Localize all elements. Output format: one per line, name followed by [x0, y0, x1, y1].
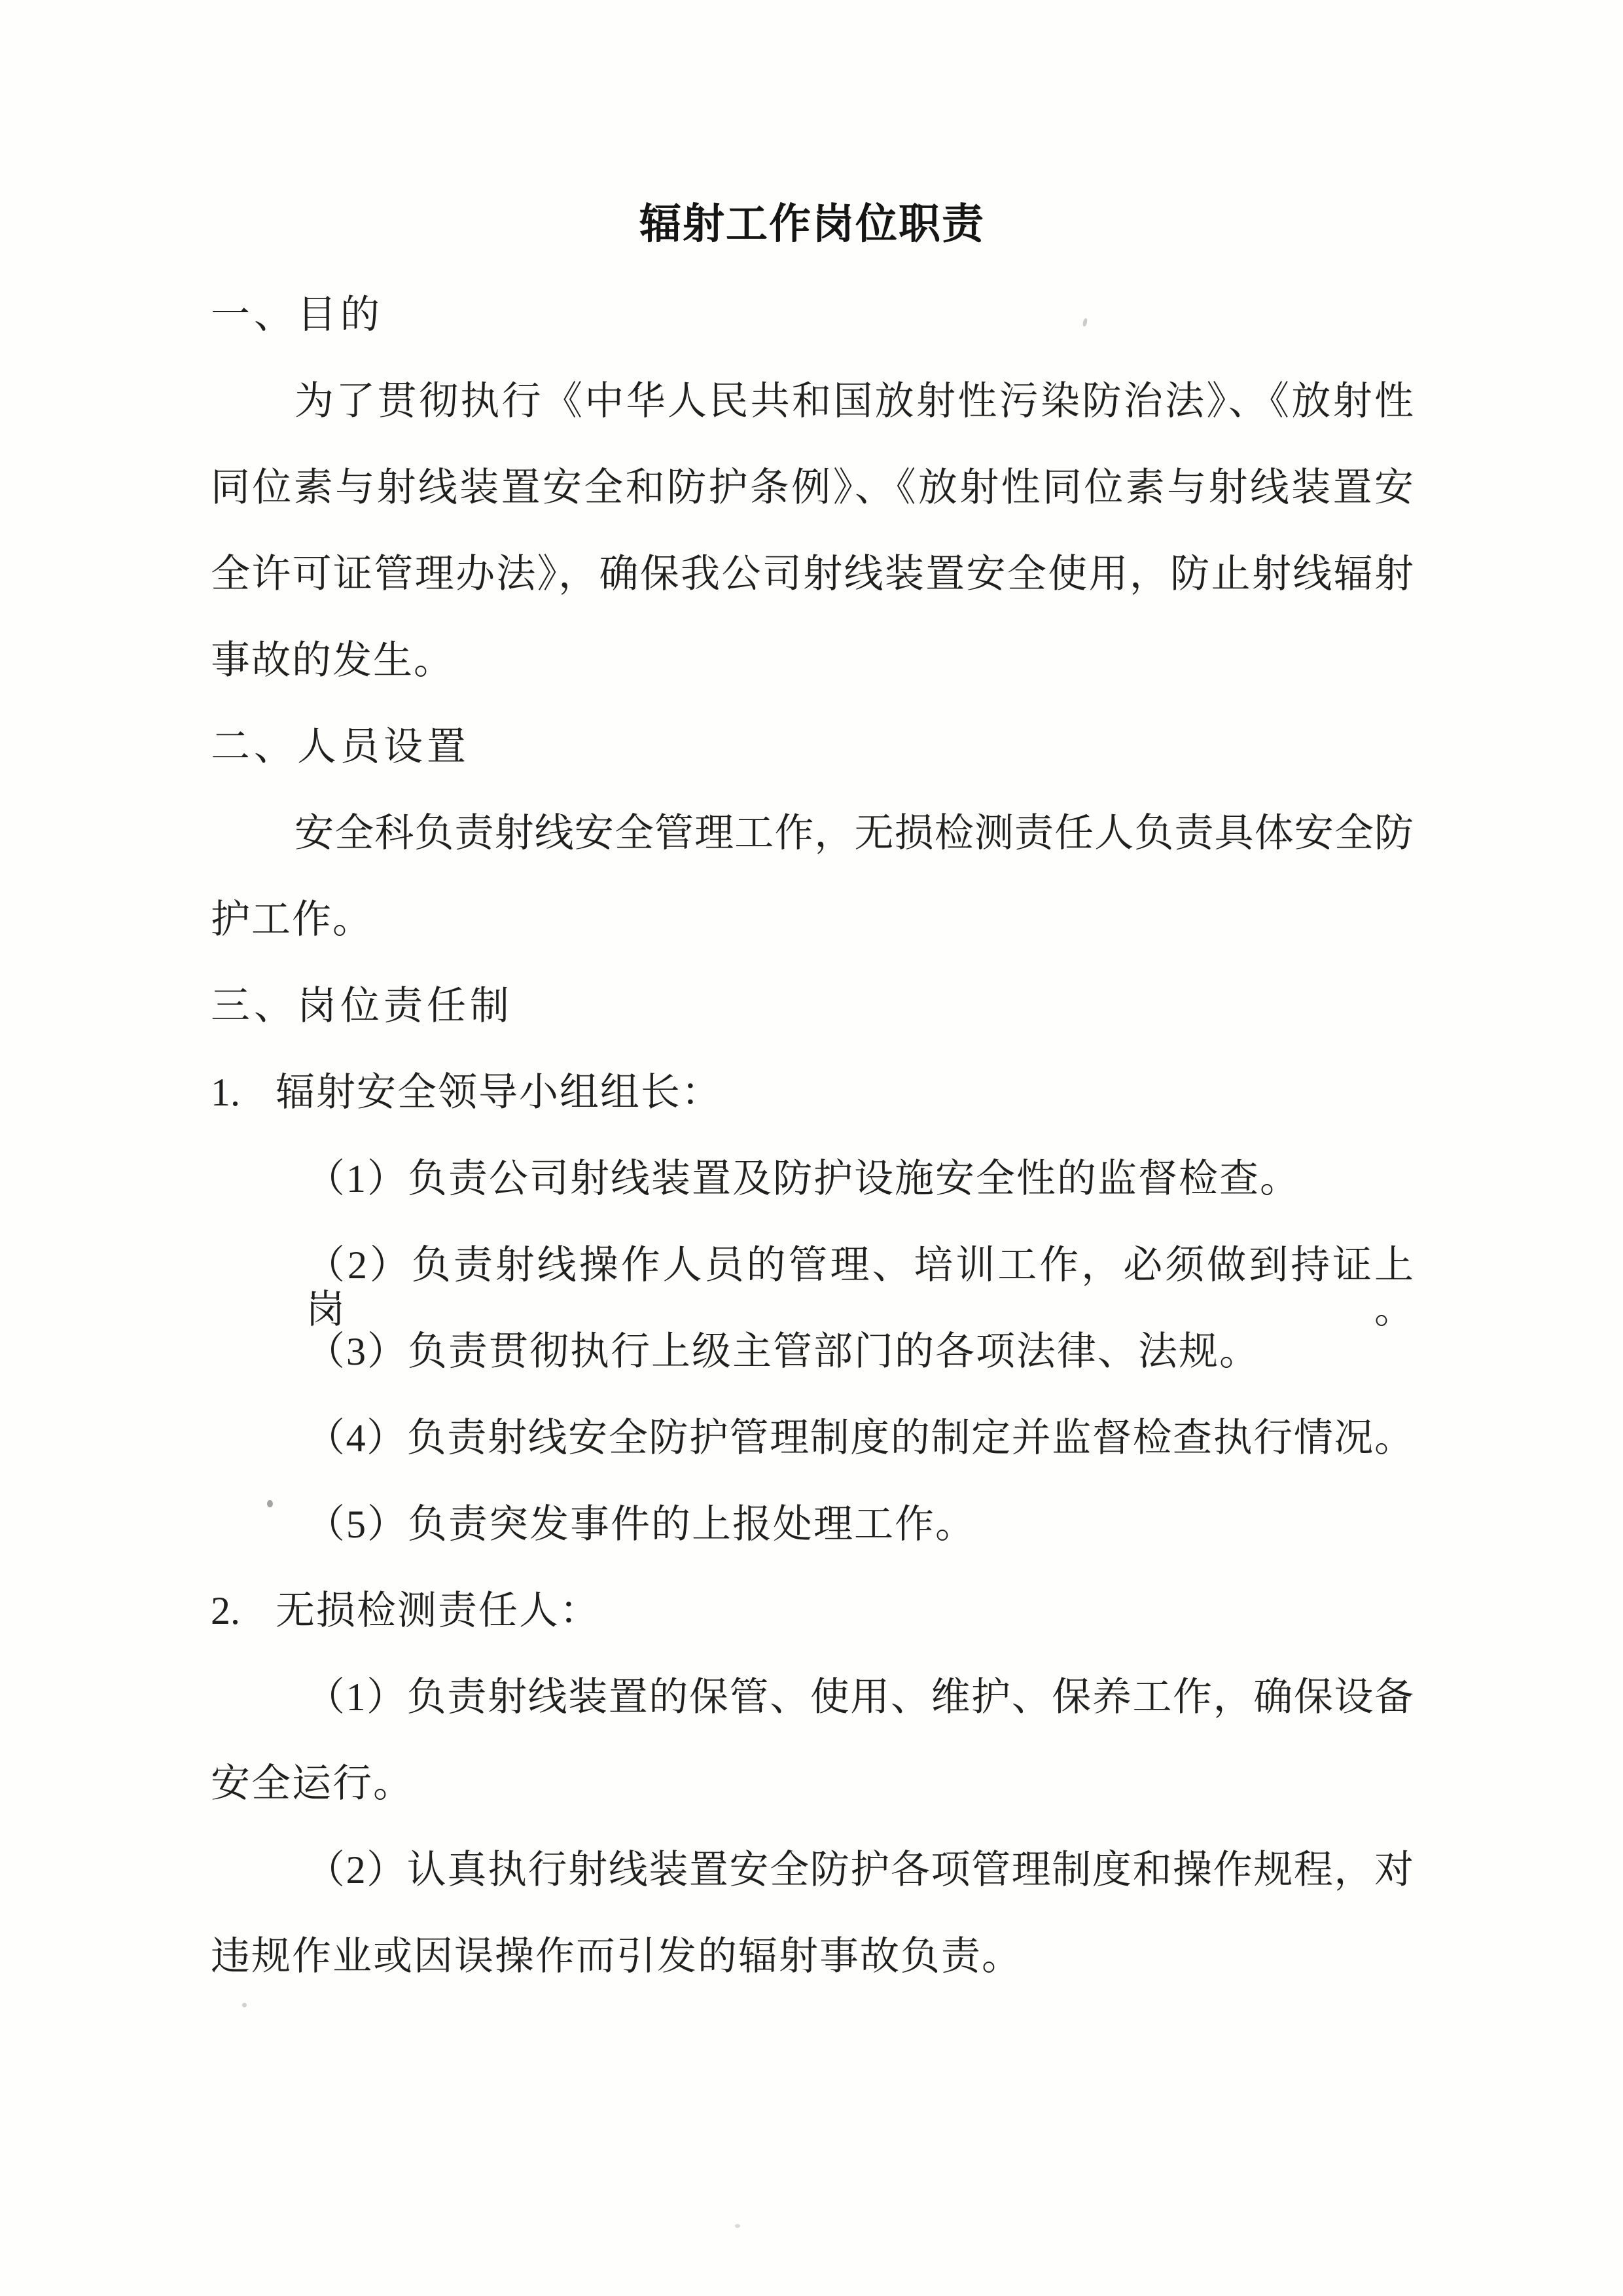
- text-line: [211, 1588, 1414, 1675]
- text-line: （1）负责公司射线装置及防护设施安全性的监督检查。: [306, 1157, 1300, 1200]
- text-line: （5）负责突发事件的上报处理工作。: [306, 1503, 976, 1546]
- text-line: 安全运行。: [211, 1762, 414, 1805]
- scan-speck: [242, 2003, 247, 2007]
- section-heading: 三、岗位责任制: [211, 984, 513, 1028]
- text-line: [211, 1070, 1414, 1157]
- item-number: 2.: [211, 1589, 240, 1632]
- section-heading: 二、人员设置: [211, 725, 470, 768]
- item-text: 辐射安全领导小组组长：: [276, 1071, 722, 1114]
- document-body: [211, 293, 1414, 2020]
- text-line: （1）负责射线装置的保管、使用、维护、保养工作，确保设备: [306, 1676, 1414, 1719]
- scan-speck: [267, 1500, 273, 1507]
- document-title: 辐射工作岗位职责: [639, 201, 985, 247]
- item-number: 1.: [211, 1071, 240, 1114]
- text-line: （3）负责贯彻执行上级主管部门的各项法律、法规。: [306, 1330, 1260, 1373]
- section-heading: 一、目的: [211, 293, 383, 336]
- text-line: 事故的发生。: [211, 639, 454, 682]
- text-line: （2）认真执行射线装置安全防护各项管理制度和操作规程，对: [306, 1848, 1414, 1892]
- item-text: 无损检测责任人：: [276, 1589, 600, 1632]
- text-line: （2）负责射线操作人员的管理、培训工作，必须做到持证上岗。: [306, 1244, 1414, 1331]
- text-line: 安全科负责射线安全管理工作，无损检测责任人负责具体安全防: [294, 812, 1414, 855]
- text-line: 违规作业或因误操作而引发的辐射事故负责。: [211, 1935, 1022, 1978]
- text-line: 护工作。: [211, 898, 373, 941]
- text-line: （4）负责射线安全防护管理制度的制定并监督检查执行情况。: [306, 1416, 1414, 1460]
- text-line: 为了贯彻执行《中华人民共和国放射性污染防治法》、《放射性: [294, 380, 1414, 423]
- scan-speck: [735, 2224, 740, 2228]
- text-line: 全许可证管理办法》，确保我公司射线装置安全使用，防止射线辐射: [211, 552, 1414, 596]
- text-line: 同位素与射线装置安全和防护条例》、《放射性同位素与射线装置安: [211, 466, 1414, 509]
